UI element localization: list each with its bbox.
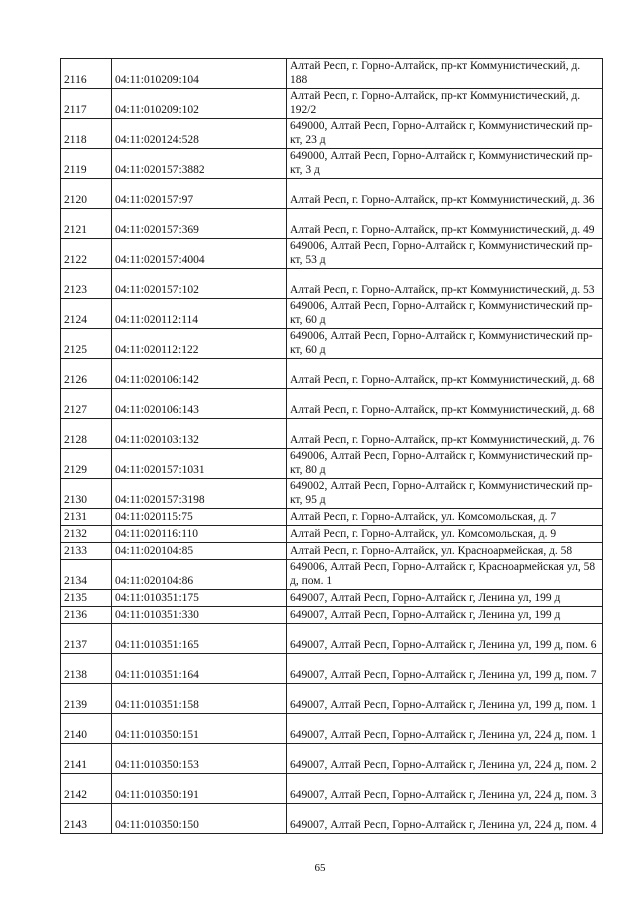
row-number: 2133 — [61, 543, 112, 560]
cadastral-number: 04:11:020157:102 — [112, 269, 287, 299]
table-row — [61, 774, 603, 804]
table-row — [61, 509, 603, 526]
table-row — [61, 59, 603, 89]
property-table-body — [61, 59, 603, 834]
address: Алтай Респ, г. Горно-Алтайск, пр-кт Коммунистический, д. 53 — [287, 269, 603, 299]
cadastral-number: 04:11:020104:85 — [112, 543, 287, 560]
row-number: 2129 — [61, 449, 112, 479]
cadastral-number: 04:11:020157:3198 — [112, 479, 287, 509]
row-number: 2119 — [61, 149, 112, 179]
cadastral-number: 04:11:010209:102 — [112, 89, 287, 119]
address: Алтай Респ, г. Горно-Алтайск, пр-кт Коммунистический, д. 49 — [287, 209, 603, 239]
row-number: 2116 — [61, 59, 112, 89]
address: Алтай Респ, г. Горно-Алтайск, ул. Красноармейская, д. 58 — [287, 543, 603, 560]
row-number: 2126 — [61, 359, 112, 389]
cadastral-number: 04:11:010351:158 — [112, 684, 287, 714]
cadastral-number: 04:11:020116:110 — [112, 526, 287, 543]
row-number: 2130 — [61, 479, 112, 509]
table-row — [61, 359, 603, 389]
table-row — [61, 179, 603, 209]
table-row — [61, 624, 603, 654]
cadastral-number: 04:11:010350:150 — [112, 804, 287, 834]
address: 649007, Алтай Респ, Горно-Алтайск г, Ленина ул, 199 д, пом. 7 — [287, 654, 603, 684]
cadastral-number: 04:11:010350:153 — [112, 744, 287, 774]
row-number: 2135 — [61, 590, 112, 607]
address: Алтай Респ, г. Горно-Алтайск, пр-кт Коммунистический, д. 68 — [287, 359, 603, 389]
row-number: 2143 — [61, 804, 112, 834]
address: 649007, Алтай Респ, Горно-Алтайск г, Ленина ул, 199 д, пом. 6 — [287, 624, 603, 654]
cadastral-number: 04:11:010351:330 — [112, 607, 287, 624]
table-row — [61, 543, 603, 560]
row-number: 2127 — [61, 389, 112, 419]
row-number: 2139 — [61, 684, 112, 714]
cadastral-number: 04:11:010351:175 — [112, 590, 287, 607]
address: 649007, Алтай Респ, Горно-Алтайск г, Ленина ул, 224 д, пом. 1 — [287, 714, 603, 744]
cadastral-number: 04:11:010350:151 — [112, 714, 287, 744]
address: 649007, Алтай Респ, Горно-Алтайск г, Ленина ул, 199 д, пом. 1 — [287, 684, 603, 714]
row-number: 2140 — [61, 714, 112, 744]
table-row — [61, 684, 603, 714]
address: Алтай Респ, г. Горно-Алтайск, пр-кт Коммунистический, д. 192/2 — [287, 89, 603, 119]
table-row — [61, 389, 603, 419]
address: 649002, Алтай Респ, Горно-Алтайск г, Коммунистический пр-кт, 95 д — [287, 479, 603, 509]
cadastral-number: 04:11:020157:369 — [112, 209, 287, 239]
row-number: 2125 — [61, 329, 112, 359]
table-row — [61, 269, 603, 299]
row-number: 2118 — [61, 119, 112, 149]
address: 649007, Алтай Респ, Горно-Алтайск г, Ленина ул, 199 д — [287, 590, 603, 607]
table-row — [61, 654, 603, 684]
row-number: 2120 — [61, 179, 112, 209]
table-row — [61, 89, 603, 119]
cadastral-number: 04:11:020157:3882 — [112, 149, 287, 179]
cadastral-number: 04:11:020103:132 — [112, 419, 287, 449]
address: 649006, Алтай Респ, Горно-Алтайск г, Коммунистический пр-кт, 53 д — [287, 239, 603, 269]
table-row — [61, 560, 603, 590]
table-row — [61, 239, 603, 269]
address: 649000, Алтай Респ, Горно-Алтайск г, Коммунистический пр-кт, 23 д — [287, 119, 603, 149]
cadastral-number: 04:11:010351:164 — [112, 654, 287, 684]
cadastral-number: 04:11:020112:122 — [112, 329, 287, 359]
row-number: 2134 — [61, 560, 112, 590]
address: 649007, Алтай Респ, Горно-Алтайск г, Ленина ул, 199 д — [287, 607, 603, 624]
address: Алтай Респ, г. Горно-Алтайск, пр-кт Коммунистический, д. 188 — [287, 59, 603, 89]
cadastral-number: 04:11:010351:165 — [112, 624, 287, 654]
address: 649006, Алтай Респ, Горно-Алтайск г, Коммунистический пр-кт, 60 д — [287, 299, 603, 329]
table-row — [61, 804, 603, 834]
row-number: 2138 — [61, 654, 112, 684]
address: 649006, Алтай Респ, Горно-Алтайск г, Красноармейская ул, 58 д, пом. 1 — [287, 560, 603, 590]
row-number: 2122 — [61, 239, 112, 269]
row-number: 2131 — [61, 509, 112, 526]
address: Алтай Респ, г. Горно-Алтайск, пр-кт Коммунистический, д. 76 — [287, 419, 603, 449]
row-number: 2123 — [61, 269, 112, 299]
table-row — [61, 329, 603, 359]
cadastral-number: 04:11:020157:1031 — [112, 449, 287, 479]
address: 649007, Алтай Респ, Горно-Алтайск г, Ленина ул, 224 д, пом. 3 — [287, 774, 603, 804]
table-row — [61, 209, 603, 239]
row-number: 2136 — [61, 607, 112, 624]
table-row — [61, 607, 603, 624]
address: 649006, Алтай Респ, Горно-Алтайск г, Коммунистический пр-кт, 60 д — [287, 329, 603, 359]
document-sheet — [60, 58, 603, 834]
table-row — [61, 299, 603, 329]
cadastral-number: 04:11:020104:86 — [112, 560, 287, 590]
address: 649000, Алтай Респ, Горно-Алтайск г, Коммунистический пр-кт, 3 д — [287, 149, 603, 179]
cadastral-number: 04:11:020124:528 — [112, 119, 287, 149]
table-row — [61, 714, 603, 744]
cadastral-number: 04:11:010209:104 — [112, 59, 287, 89]
row-number: 2132 — [61, 526, 112, 543]
address: Алтай Респ, г. Горно-Алтайск, пр-кт Коммунистический, д. 68 — [287, 389, 603, 419]
cadastral-number: 04:11:020106:143 — [112, 389, 287, 419]
table-row — [61, 590, 603, 607]
address: Алтай Респ, г. Горно-Алтайск, пр-кт Коммунистический, д. 36 — [287, 179, 603, 209]
address: 649007, Алтай Респ, Горно-Алтайск г, Ленина ул, 224 д, пом. 4 — [287, 804, 603, 834]
table-row — [61, 119, 603, 149]
page-number: 65 — [314, 862, 326, 874]
cadastral-number: 04:11:020157:97 — [112, 179, 287, 209]
cadastral-number: 04:11:020106:142 — [112, 359, 287, 389]
table-row — [61, 449, 603, 479]
address: Алтай Респ, г. Горно-Алтайск, ул. Комсомольская, д. 9 — [287, 526, 603, 543]
address: 649006, Алтай Респ, Горно-Алтайск г, Коммунистический пр-кт, 80 д — [287, 449, 603, 479]
row-number: 2117 — [61, 89, 112, 119]
table-row — [61, 526, 603, 543]
cadastral-number: 04:11:020112:114 — [112, 299, 287, 329]
row-number: 2141 — [61, 744, 112, 774]
cadastral-number: 04:11:020115:75 — [112, 509, 287, 526]
table-row — [61, 479, 603, 509]
address: Алтай Респ, г. Горно-Алтайск, ул. Комсомольская, д. 7 — [287, 509, 603, 526]
address: 649007, Алтай Респ, Горно-Алтайск г, Ленина ул, 224 д, пом. 2 — [287, 744, 603, 774]
table-row — [61, 149, 603, 179]
property-table — [60, 58, 603, 834]
table-row — [61, 744, 603, 774]
cadastral-number: 04:11:010350:191 — [112, 774, 287, 804]
row-number: 2124 — [61, 299, 112, 329]
row-number: 2137 — [61, 624, 112, 654]
row-number: 2142 — [61, 774, 112, 804]
row-number: 2128 — [61, 419, 112, 449]
row-number: 2121 — [61, 209, 112, 239]
cadastral-number: 04:11:020157:4004 — [112, 239, 287, 269]
table-row — [61, 419, 603, 449]
